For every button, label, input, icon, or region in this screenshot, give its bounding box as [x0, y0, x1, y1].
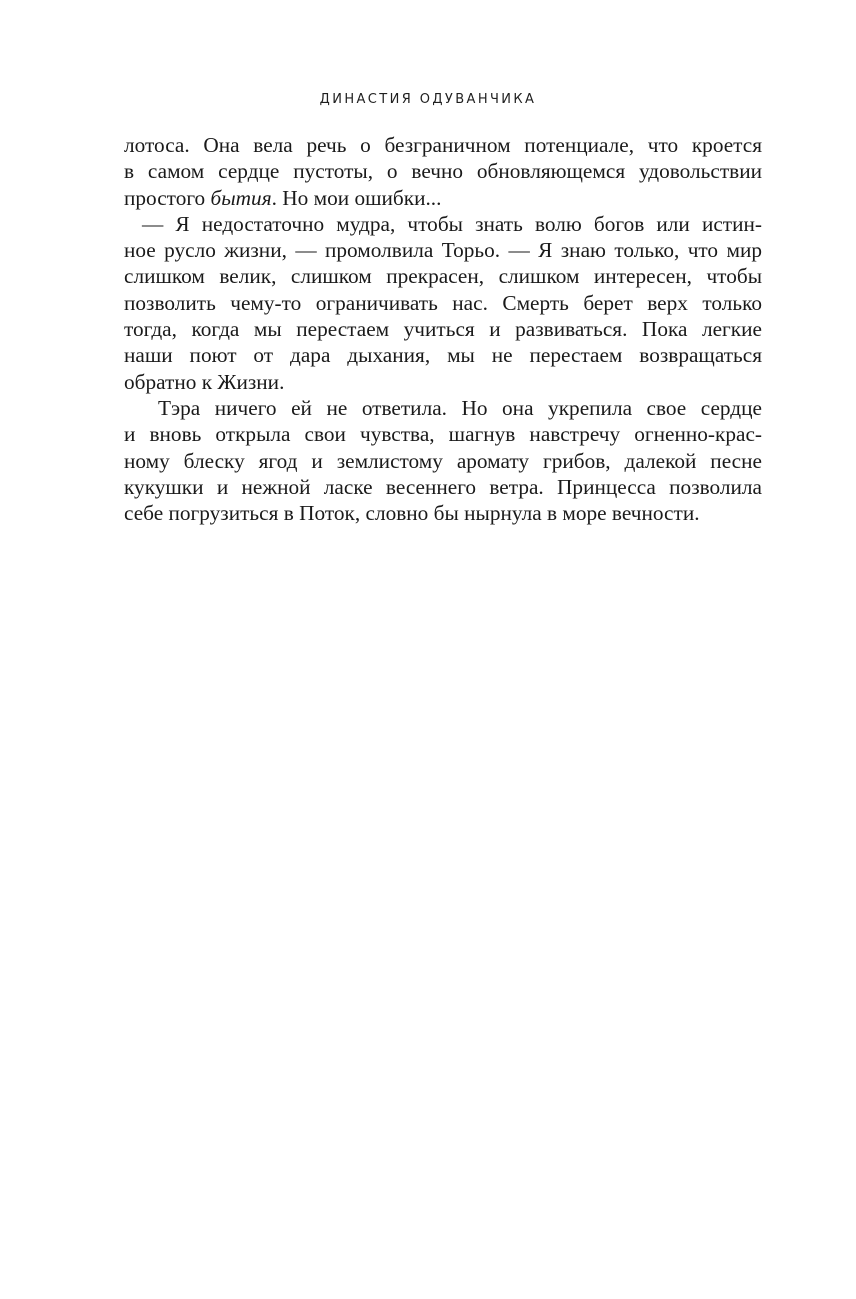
text-line: и вновь открыла свои чувства, шагнув навстречу огненно-крас- [124, 422, 762, 447]
text-line: наши поют от дара дыхания, мы не перестаем возвращаться [124, 343, 762, 368]
text-line [124, 185, 762, 211]
text-line: ному блеску ягод и землистому аромату грибов, далекой песне [124, 448, 762, 473]
running-head: ДИНАСТИЯ ОДУВАНЧИКА [319, 92, 537, 107]
text-line: обратно к Жизни. [124, 369, 285, 394]
text-line: в самом сердце пустоты, о вечно обновляющемся удовольствии [124, 159, 762, 184]
text-line: Тэра ничего ей не ответила. Но она укрепила свое сердце [158, 395, 762, 420]
paragraph-2 [124, 211, 762, 395]
body-text [124, 132, 762, 526]
text-line: кукушки и нежной ласке весеннего ветра. Принцесса позволила [124, 474, 762, 499]
text-line: себе погрузиться в Поток, словно бы нырнула в море вечности. [124, 501, 700, 526]
text-line: слишком велик, слишком прекрасен, слишком интересен, чтобы [124, 264, 762, 289]
text-line: — Я недостаточно мудра, чтобы знать волю богов или истин- [142, 211, 762, 236]
text-line: позволить чему-то ограничивать нас. Смерть берет верх только [124, 290, 762, 315]
paragraph-1 [124, 132, 762, 211]
text-line: тогда, когда мы перестаем учиться и развиваться. Пока легкие [124, 317, 762, 342]
text-fragment: . Но мои ошибки... [271, 185, 442, 210]
text-line: лотоса. Она вела речь о безграничном потенциале, что кроется [124, 133, 762, 157]
text-fragment: простого [124, 185, 211, 210]
text-line: ное русло жизни, — промолвила Торьо. — Я знаю только, что мир [124, 238, 762, 263]
paragraph-3 [124, 395, 762, 526]
italic-word: бытия [210, 185, 272, 210]
